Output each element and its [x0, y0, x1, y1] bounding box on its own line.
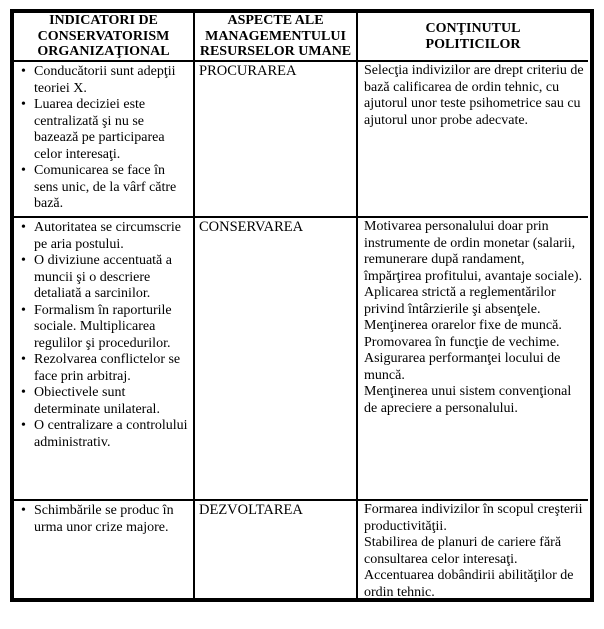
bullet-item: [14, 253, 190, 303]
row3-indicators-cell: [14, 499, 193, 598]
bullet-item: [14, 64, 190, 97]
bullet-text: Rezolvarea conflictelor se face prin arbitraj.: [34, 352, 181, 384]
bullet-text: Autoritatea se circumscrie pe aria postului.: [34, 220, 181, 252]
bullet-text: Schimbările se produc în urma unor crize majore.: [34, 503, 174, 535]
header-cell-indicators: [14, 13, 193, 60]
content-paragraph: Menţinerea orarelor fixe de muncă.: [364, 318, 562, 333]
row2-indicator-list: [14, 220, 190, 451]
bullet-item: [14, 418, 190, 451]
content-paragraph: Accentuarea dobândirii abilităţilor de ordin tehnic.: [364, 568, 574, 598]
header-cell-aspects: [193, 13, 356, 60]
row2-content-cell: [356, 216, 588, 499]
conservatism-hr-table: [10, 9, 594, 602]
row2-indicators-cell: [14, 216, 193, 499]
row2-aspect-cell: [193, 216, 356, 499]
content-paragraph: Menţinerea unui sistem convenţional de apreciere a personalului.: [364, 384, 572, 416]
row1-content-cell: [356, 60, 588, 216]
content-paragraph: Formarea indivizilor în scopul creşterii productivităţii.: [364, 502, 583, 534]
aspect-label-dezvoltarea: DEZVOLTAREA: [199, 502, 303, 518]
row3-content-cell: [356, 499, 588, 598]
row3-aspect-cell: [193, 499, 356, 598]
content-paragraph: Selecţia indivizilor are drept criteriu de bază calificarea de ordin tehnic, cu ajutorul unor teste psihometrice sau cu ajutorul unor probe adecvate.: [364, 63, 584, 128]
bullet-item: [14, 163, 190, 213]
bullet-text: Comunicarea se face în sens unic, de la vârf către bază.: [34, 163, 177, 211]
header-label-indicators: INDICATORI DE CONSERVATORISM ORGANIZAŢIONAL: [37, 13, 170, 60]
bullet-item: [14, 97, 190, 163]
content-paragraph: Stabilirea de planuri de cariere fără consultarea celor interesaţi.: [364, 535, 562, 567]
header-cell-content: [356, 13, 588, 60]
bullet-text: O centralizare a controlului administrativ.: [34, 418, 188, 450]
bullet-text: Conducătorii sunt adepţii teoriei X.: [34, 64, 176, 96]
bullet-text: Formalism în raporturile sociale. Multiplicarea regulilor şi procedurilor.: [34, 302, 172, 351]
bullet-text: Obiectivele sunt determinate unilateral.: [34, 385, 160, 417]
bullet-item: [14, 503, 190, 536]
bullet-item: [14, 385, 190, 418]
content-paragraph: Motivarea personalului doar prin instrumente de ordin monetar (salarii, remunerare după randament, împărţirea profitului, avantaje sociale).: [364, 219, 583, 284]
bullet-item: [14, 303, 190, 353]
row1-indicator-list: [14, 64, 190, 213]
content-paragraph: Aplicarea strictă a reglementărilor privind întârzierile şi absenţele.: [364, 285, 556, 317]
bullet-item: [14, 220, 190, 253]
content-paragraph: Asigurarea performanţei locului de muncă.: [364, 351, 561, 383]
row1-aspect-cell: [193, 60, 356, 216]
row1-indicators-cell: [14, 60, 193, 216]
content-paragraph: Promovarea în funcţie de vechime.: [364, 334, 560, 350]
aspect-label-conservarea: CONSERVAREA: [199, 219, 304, 235]
bullet-text: O diviziune accentuată a muncii şi o descriere detaliată a sarcinilor.: [34, 253, 172, 301]
bullet-item: [14, 352, 190, 385]
header-label-aspects: ASPECTE ALE MANAGEMENTULUI RESURSELOR UMANE: [199, 13, 352, 60]
row3-indicator-list: [14, 503, 190, 536]
bullet-text: Luarea deciziei este centralizată şi nu se bazează pe participarea celor interesaţi.: [34, 97, 165, 162]
header-label-content: CONŢINUTUL POLITICILOR: [425, 21, 521, 52]
aspect-label-procurarea: PROCURAREA: [199, 63, 297, 79]
